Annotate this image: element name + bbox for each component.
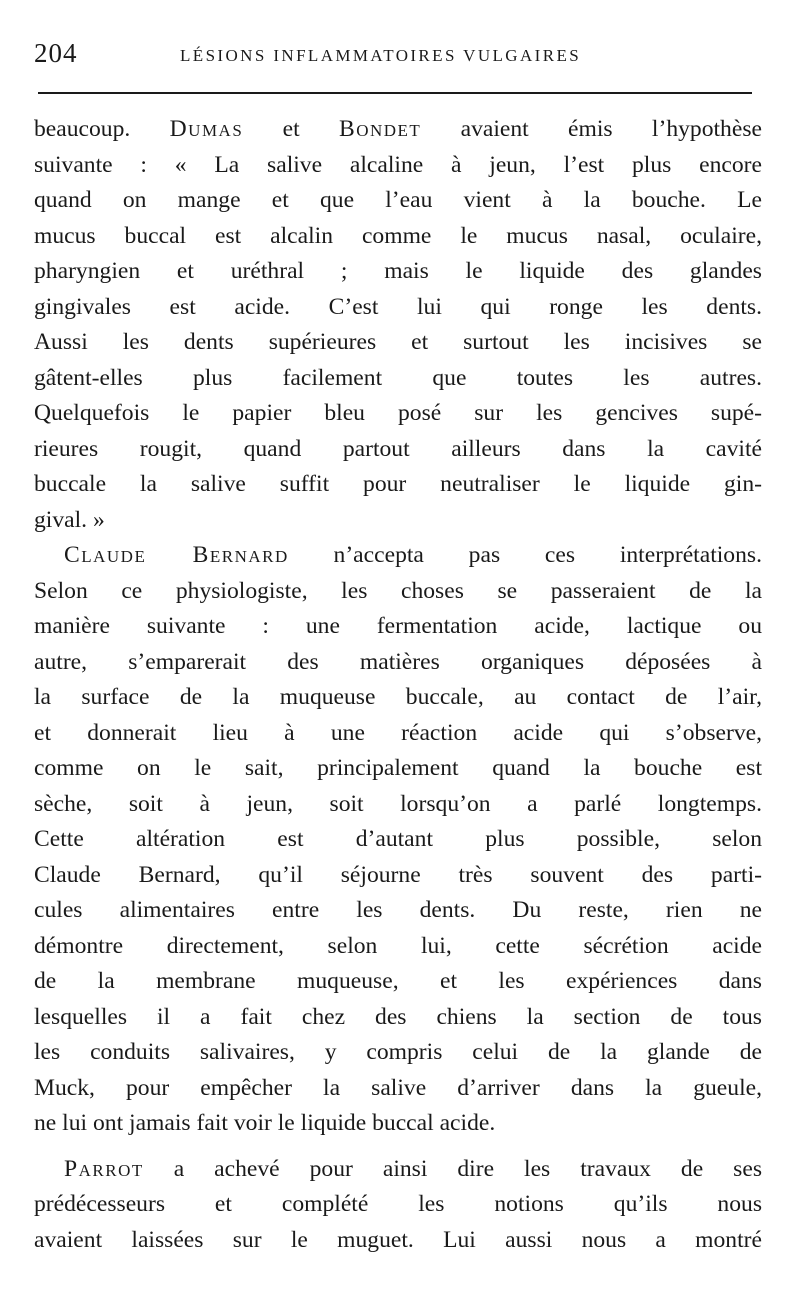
- running-title: LÉSIONS INFLAMMATOIRES VULGAIRES: [180, 46, 582, 65]
- text-line: la surface de la muqueuse buccale, au contact de l’air,: [34, 684, 762, 710]
- text-line: sèche, soit à jeun, soit lorsqu’on a parlé longtemps.: [34, 790, 762, 817]
- text-line: [34, 112, 762, 148]
- text-line: comme on le sait, principalement quand la bouche est: [34, 755, 762, 781]
- text-line: gival. »: [34, 506, 105, 533]
- text-line: Selon ce physiologiste, les choses se passeraient de la: [34, 577, 762, 604]
- author-name-bondet: Bondet: [338, 116, 422, 142]
- text-fragment: beaucoup.: [34, 116, 131, 142]
- body-text: [34, 112, 762, 1258]
- text-line: les conduits salivaires, y compris celui de la glande de: [34, 1039, 762, 1065]
- text-line: cules alimentaires entre les dents. Du reste, rien ne: [34, 897, 762, 923]
- paragraph-dumas-bondet: [34, 112, 762, 538]
- text-line: autre, s’emparerait des matières organiques déposées à: [34, 648, 762, 675]
- text-line: de la membrane muqueuse, et les expériences dans: [34, 968, 762, 994]
- text-line: Cette altération est d’autant plus possible, selon: [34, 826, 762, 852]
- text-line: lesquelles il a fait chez des chiens la section de tous: [34, 1003, 762, 1030]
- text-line: manière suivante : une fermentation acide, lactique ou: [34, 613, 762, 639]
- text-line: mucus buccal est alcalin comme le mucus nasal, oculaire,: [34, 222, 762, 249]
- text-fragment: a achevé pour ainsi dire les travaux de ses: [173, 1155, 762, 1182]
- paragraph-spacer: [34, 1142, 762, 1152]
- text-line: Aussi les dents supérieures et surtout les incisives se: [34, 329, 762, 355]
- text-line: Claude Bernard, qu’il séjourne très souvent des parti-: [34, 861, 762, 888]
- text-line: quand on mange et que l’eau vient à la bouche. Le: [34, 187, 762, 213]
- text-line: [34, 1152, 762, 1188]
- text-line: gingivales est acide. C’est lui qui ronge les dents.: [34, 293, 762, 320]
- author-name-claude-bernard: Claude Bernard: [64, 542, 289, 568]
- paragraph-parrot: [34, 1152, 762, 1259]
- text-fragment: n’accepta pas ces interprétations.: [333, 542, 762, 568]
- text-line: Quelquefois le papier bleu posé sur les gencives supé-: [34, 400, 762, 426]
- text-line: pharyngien et uréthral ; mais le liquide des glandes: [34, 258, 762, 284]
- text-line: avaient laissées sur le muguet. Lui aussi nous a montré: [34, 1226, 762, 1253]
- paragraph-claude-bernard: [34, 538, 762, 1142]
- text-line: prédécesseurs et complété les notions qu’ils nous: [34, 1191, 762, 1217]
- text-line: suivante : « La salive alcaline à jeun, l’est plus encore: [34, 151, 762, 178]
- text-line: gâtent-elles plus facilement que toutes les autres.: [34, 364, 762, 391]
- text-line: et donnerait lieu à une réaction acide qui s’observe,: [34, 719, 762, 746]
- text-fragment: et: [282, 116, 300, 142]
- author-name-dumas: Dumas: [169, 116, 244, 142]
- header-rule: [38, 92, 752, 94]
- author-name-parrot: Parrot: [64, 1155, 144, 1182]
- text-line: ne lui ont jamais fait voir le liquide buccal acide.: [34, 1110, 496, 1136]
- text-line: buccale la salive suffit pour neutraliser le liquide gin-: [34, 471, 762, 497]
- text-line: démontre directement, selon lui, cette sécrétion acide: [34, 932, 762, 959]
- running-header: [34, 38, 754, 78]
- text-line: rieures rougit, quand partout ailleurs dans la cavité: [34, 435, 762, 462]
- text-fragment: avaient émis l’hypothèse: [460, 116, 762, 142]
- page-number: 204: [34, 38, 78, 68]
- text-line: [34, 538, 762, 574]
- text-line: Muck, pour empêcher la salive d’arriver dans la gueule,: [34, 1074, 762, 1101]
